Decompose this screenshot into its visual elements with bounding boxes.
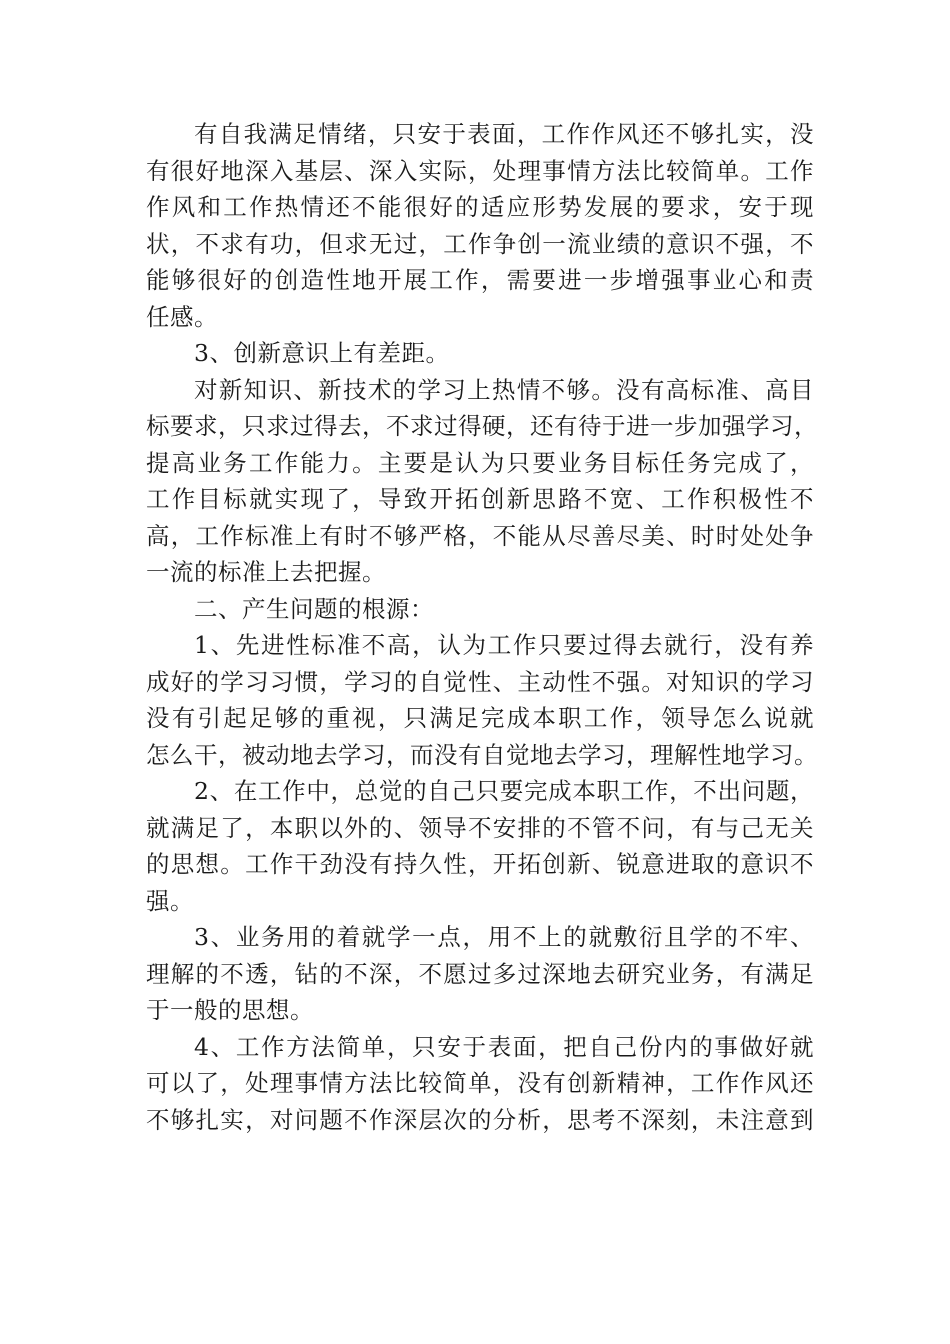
text-line: 理解的不透，钻的不深，不愿过多过深地去研究业务，有满足 [146, 959, 814, 988]
paragraph [146, 372, 818, 591]
text-line: 有很好地深入基层、深入实际，处理事情方法比较简单。工作 [146, 156, 814, 185]
text-line: 对新知识、新技术的学习上热情不够。没有高标准、高目 [194, 375, 814, 404]
text-line: 4、工作方法简单，只安于表面，把自己份内的事做好就 [194, 1032, 814, 1061]
text-line: 不够扎实，对问题不作深层次的分析，思考不深刻，未注意到 [146, 1105, 814, 1134]
text-line: 作风和工作热情还不能很好的适应形势发展的要求，安于现 [146, 193, 814, 221]
text-line: 状，不求有功，但求无过，工作争创一流业绩的意识不强，不 [146, 229, 814, 258]
paragraph [146, 1029, 814, 1139]
text-line: 任感。 [146, 302, 218, 331]
text-line: 有自我满足情绪，只安于表面，工作作风还不够扎实，没 [194, 120, 814, 148]
text-line: 就满足了，本职以外的、领导不安排的不管不问，有与己无关 [146, 813, 814, 842]
paragraph [146, 919, 814, 1029]
text-line: 高，工作标准上有时不够严格，不能从尽善尽美、时时处处争 [146, 521, 814, 550]
text-line: 提高业务工作能力。主要是认为只要业务目标任务完成了， [146, 448, 814, 477]
text-line: 一流的标准上去把握。 [146, 558, 386, 586]
text-line: 3、业务用的着就学一点，用不上的就敷衍且学的不牢、 [194, 923, 814, 951]
text-line: 标要求，只求过得去，不求过得硬，还有待于进一步加强学习， [146, 412, 818, 440]
paragraph [146, 773, 814, 919]
text-line: 可以了，处理事情方法比较简单，没有创新精神，工作作风还 [146, 1069, 814, 1097]
section-heading [146, 335, 814, 372]
text-line: 没有引起足够的重视，只满足完成本职工作，领导怎么说就 [146, 704, 814, 732]
paragraph [146, 116, 814, 335]
text-line: 3、创新意识上有差距。 [194, 339, 450, 367]
text-line: 工作目标就实现了，导致开拓创新思路不宽、工作积极性不 [146, 485, 814, 513]
text-line: 的思想。工作干劲没有持久性，开拓创新、锐意进取的意识不 [146, 850, 814, 878]
text-line: 二、产生问题的根源： [194, 594, 434, 623]
text-line: 成好的学习习惯，学习的自觉性、主动性不强。对知识的学习 [146, 667, 814, 696]
document-body [146, 116, 818, 1138]
text-line: 2、在工作中，总觉的自己只要完成本职工作，不出问题， [194, 777, 814, 805]
text-line: 能够很好的创造性地开展工作，需要进一步增强事业心和责 [146, 266, 814, 294]
text-line: 1、先进性标准不高，认为工作只要过得去就行，没有养 [194, 631, 814, 659]
section-heading [146, 591, 814, 628]
text-line: 强。 [146, 886, 194, 915]
text-line: 怎么干，被动地去学习，而没有自觉地去学习，理解性地学习。 [146, 740, 818, 769]
paragraph [146, 627, 818, 773]
text-line: 于一般的思想。 [146, 996, 314, 1024]
